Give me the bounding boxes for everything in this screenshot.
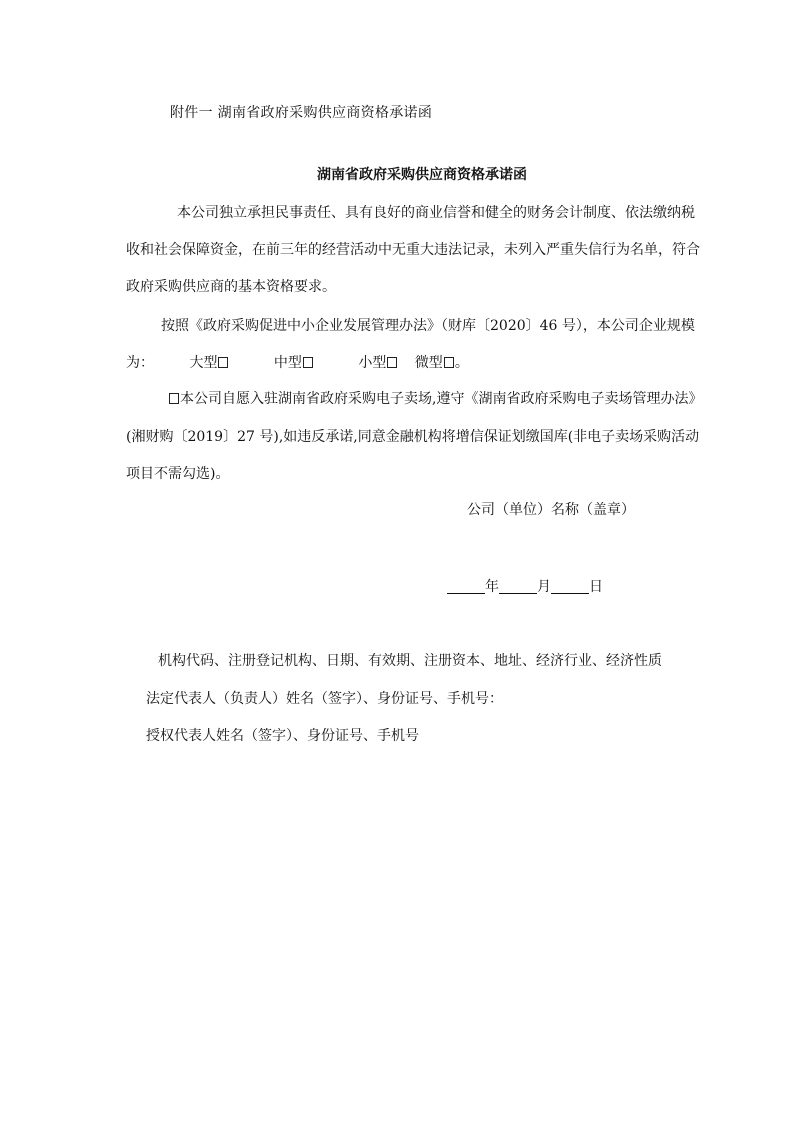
date-line: [447, 577, 603, 597]
size-row-end: 。: [454, 355, 469, 371]
organization-info-fields: 机构代码、注册登记机构、日期、有效期、注册资本、地址、经济行业、经济性质: [158, 653, 662, 669]
paragraph-1-line-3: 政府采购供应商的基本资格要求。: [126, 279, 336, 295]
checkbox-e-mall-commitment[interactable]: [169, 393, 179, 404]
size-label-medium: 中型: [273, 355, 302, 371]
checkbox-large[interactable]: [218, 357, 228, 368]
checkbox-medium[interactable]: [303, 357, 313, 368]
size-option-medium[interactable]: [274, 353, 314, 373]
paragraph-1-line-2: 收和社会保障资金，在前三年的经营活动中无重大违法记录，未列入严重失信行为名单，符合: [126, 242, 700, 258]
checkbox-micro[interactable]: [444, 357, 454, 368]
size-option-large[interactable]: [189, 353, 229, 373]
enterprise-size-prefix: 为：: [126, 355, 154, 371]
year-blank[interactable]: [447, 579, 485, 594]
day-label: 日: [589, 579, 603, 595]
paragraph-3-line-2: (湘财购〔2019〕27 号),如违反承诺,同意金融机构将增信保证划缴国库(非电子卖场采购活动: [126, 429, 700, 445]
day-blank[interactable]: [551, 579, 589, 594]
paragraph-3-line-1-text: 本公司自愿入驻湖南省政府采购电子卖场,遵守《湖南省政府采购电子卖场管理办法》: [180, 391, 703, 407]
size-option-small[interactable]: [358, 353, 398, 373]
annex-title: 附件一 湖南省政府采购供应商资格承诺函: [170, 105, 433, 121]
paragraph-2-line-1: 按照《政府采购促进中小企业发展管理办法》（财库〔2020〕46 号），本公司企业规模: [161, 318, 695, 334]
document-title: 湖南省政府采购供应商资格承诺函: [317, 167, 527, 183]
month-blank[interactable]: [499, 579, 537, 594]
authorized-representative-fields: 授权代表人姓名（签字）、身份证号、手机号: [146, 728, 419, 744]
month-label: 月: [537, 579, 551, 595]
checkbox-small[interactable]: [387, 357, 397, 368]
company-seal-label: 公司（单位）名称（盖章）: [467, 502, 635, 518]
paragraph-3-line-1: [168, 389, 702, 409]
size-label-small: 小型: [358, 355, 387, 371]
legal-representative-fields: 法定代表人（负责人）姓名（签字）、身份证号、手机号：: [146, 691, 503, 707]
year-label: 年: [485, 579, 499, 595]
paragraph-1-line-1: 本公司独立承担民事责任、具有良好的商业信誉和健全的财务会计制度、依法缴纳税: [177, 205, 695, 221]
size-label-large: 大型: [189, 355, 218, 371]
size-option-micro[interactable]: [415, 353, 469, 373]
size-label-micro: 微型: [414, 355, 443, 371]
paragraph-3-line-3: 项目不需勾选)。: [126, 466, 230, 482]
enterprise-size-row: [126, 353, 469, 373]
